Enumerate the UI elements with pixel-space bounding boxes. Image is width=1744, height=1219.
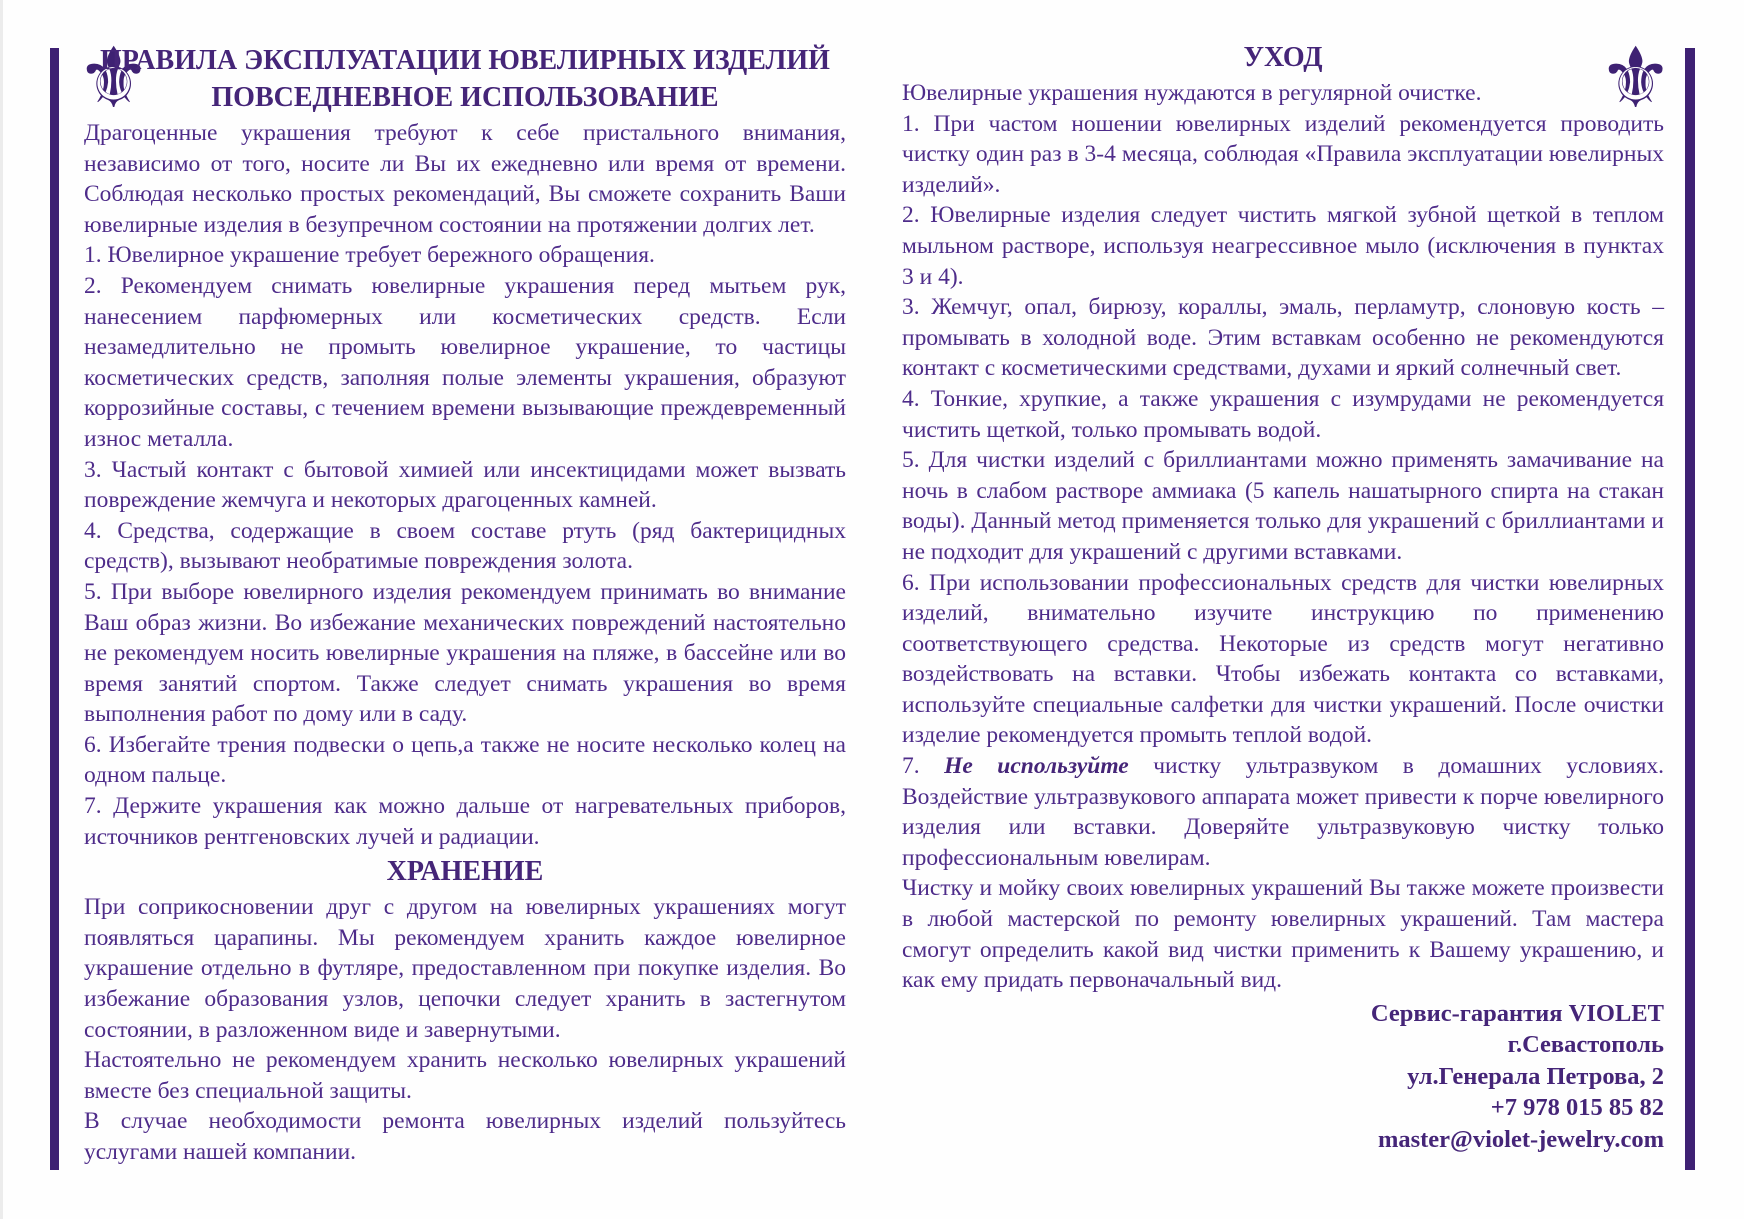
left-border-bar [50,48,59,1170]
care-item-4: 4. Тонкие, хрупкие, а также украшения с изумрудами не рекомендуется чистить щеткой, только промывать водой. [902,385,1664,443]
contact-city: г.Севастополь [1507,1031,1664,1059]
storage-section-heading: ХРАНЕНИЕ [386,856,544,888]
care-item-3: 3. Жемчуг, опал, бирюзу, кораллы, эмаль, перламутр, слоновую кость – промывать в холодной воде. Этим вставкам особенно не рекомендуются контакт с косметическими средствами, духами и яркий солнечный свет. [902,294,1664,382]
fleur-de-lis-icon: ⚜ [1598,29,1674,127]
contact-email: master@violet-jewelry.com [1377,1125,1664,1153]
usage-item-7: 7. Держите украшения как можно дальше от нагревательных приборов, источников рентгеновских лучей и радиации. [84,793,846,850]
page-title [84,42,846,116]
scan-edge-strip [0,0,3,1219]
usage-item-3: 3. Частый контакт с бытовой химией или инсектицидами может вызвать повреждение жемчуга и некоторых драгоценных камней. [84,456,846,514]
usage-item-5: 5. При выборе ювелирного изделия рекомендуем принимать во внимание Ваш образ жизни. Во избежание механических повреждений настоятельно не рекомендуем носить ювелирные украшения на пляже, в бассейне или во время занятий спортом. Также следует снимать украшения во время выполнения работ по дому или в саду. [84,578,846,728]
storage-paragraph-2: Настоятельно не рекомендуем хранить несколько ювелирных украшений вместе без специальной защиты. [84,1047,846,1104]
care-item-7 [902,751,1664,873]
usage-item-1: 1. Ювелирное украшение требует бережного обращения. [84,242,655,269]
care-item-5: 5. Для чистки изделий с бриллиантами можно применять замачивание на ночь в слабом растворе аммиака (5 капель нашатырного спирта на стакан воды). Данный метод применяется только для украшений с бриллиантами и не подходит для украшений с другими вставками. [902,447,1664,565]
care-intro: Ювелирные украшения нуждаются в регулярной очистке. [902,80,1482,106]
contact-phone: +7 978 015 85 82 [1490,1094,1664,1122]
contact-address: ул.Генерала Петрова, 2 [1407,1062,1664,1090]
care-item-7-text: чистку ультразвуком в домашних условиях. Воздействие ультразвукового аппарата может привести к порче ювелирного изделия или вставки. Доверяйте ультразвуковую чистку только профессиональным ювелирам. [902,753,1665,871]
usage-item-2: 2. Рекомендуем снимать ювелирные украшения перед мытьем рук, нанесением парфюмерных или косметических средств. Если незамедлительно не промыть ювелирное украшение, то частицы косметических средств, заполняя полые элементы украшения, образуют коррозийные составы, с течением времени вызывающие преждевременный износ металла. [84,272,846,452]
page-title-line1: ПРАВИЛА ЭКСПЛУАТАЦИИ ЮВЕЛИРНЫХ ИЗДЕЛИЙ [100,45,830,76]
page-title-line2: ПОВСЕДНЕВНОЕ ИСПОЛЬЗОВАНИЕ [211,82,719,113]
intro-paragraph: Драгоценные украшения требуют к себе пристального внимания, независимо от того, носите ли Вы их ежедневно или время от времени. Соблюдая несколько простых рекомендаций, Вы сможете сохранить Ваши ювелирные изделия в безупречном состоянии на протяжении долгих лет. [84,120,846,238]
care-item-6: 6. При использовании профессиональных средств для чистки ювелирных изделий, внимательно изучите инструкцию по применению соответствующего средства. Некоторые из средств могут негативно воздействовать на вставки. Чтобы избежать контакта со вставками, используйте специальные салфетки для чистки украшений. После очистки изделие рекомендуется промыть теплой водой. [902,569,1664,749]
usage-item-4: 4. Средства, содержащие в своем составе ртуть (ряд бактерицидных средств), вызывают необратимые повреждения золота. [84,517,846,575]
contact-company: Сервис-гарантия VIOLET [1370,999,1664,1027]
right-border-bar [1685,48,1695,1170]
care-item-2: 2. Ювелирные изделия следует чистить мягкой зубной щеткой в теплом мыльном растворе, используя неагрессивное мыло (исключения в пунктах 3 и 4). [902,202,1664,290]
care-closing-paragraph: Чистку и мойку своих ювелирных украшений Вы также можете произвести в любой мастерской по ремонту ювелирных украшений. Там мастера смогут определить какой вид чистки применить к Вашему украшению, и как ему придать первоначальный вид. [902,875,1664,994]
usage-item-6: 6. Избегайте трения подвески о цепь,а также не носите несколько колец на одном пальце. [84,731,846,789]
care-item-7-number: 7. [902,753,945,780]
storage-paragraph-1: При соприкосновении друг с другом на ювелирных украшениях могут появляться царапины. Мы рекомендуем хранить каждое ювелирное украшение отдельно в футляре, предоставленном при покупке изделия. Во избежание образования узлов, цепочки следует хранить в застегнутом состоянии, в разложенном виде и завернутыми. [84,894,846,1043]
right-column [902,38,1664,1155]
fleur-de-lis-icon: ⚜ [76,29,152,127]
left-column [84,42,846,1168]
storage-paragraph-3: В случае необходимости ремонта ювелирных изделий пользуйтесь услугами нашей компании. [84,1108,846,1165]
care-item-1: 1. При частом ношении ювелирных изделий рекомендуется проводить чистку один раз в 3-4 месяца, соблюдая «Правила эксплуатации ювелирных изделий». [902,110,1664,198]
care-section-heading: УХОД [1243,42,1323,73]
care-item-7-warning: Не используйте [944,753,1129,780]
contact-block [902,998,1664,1156]
